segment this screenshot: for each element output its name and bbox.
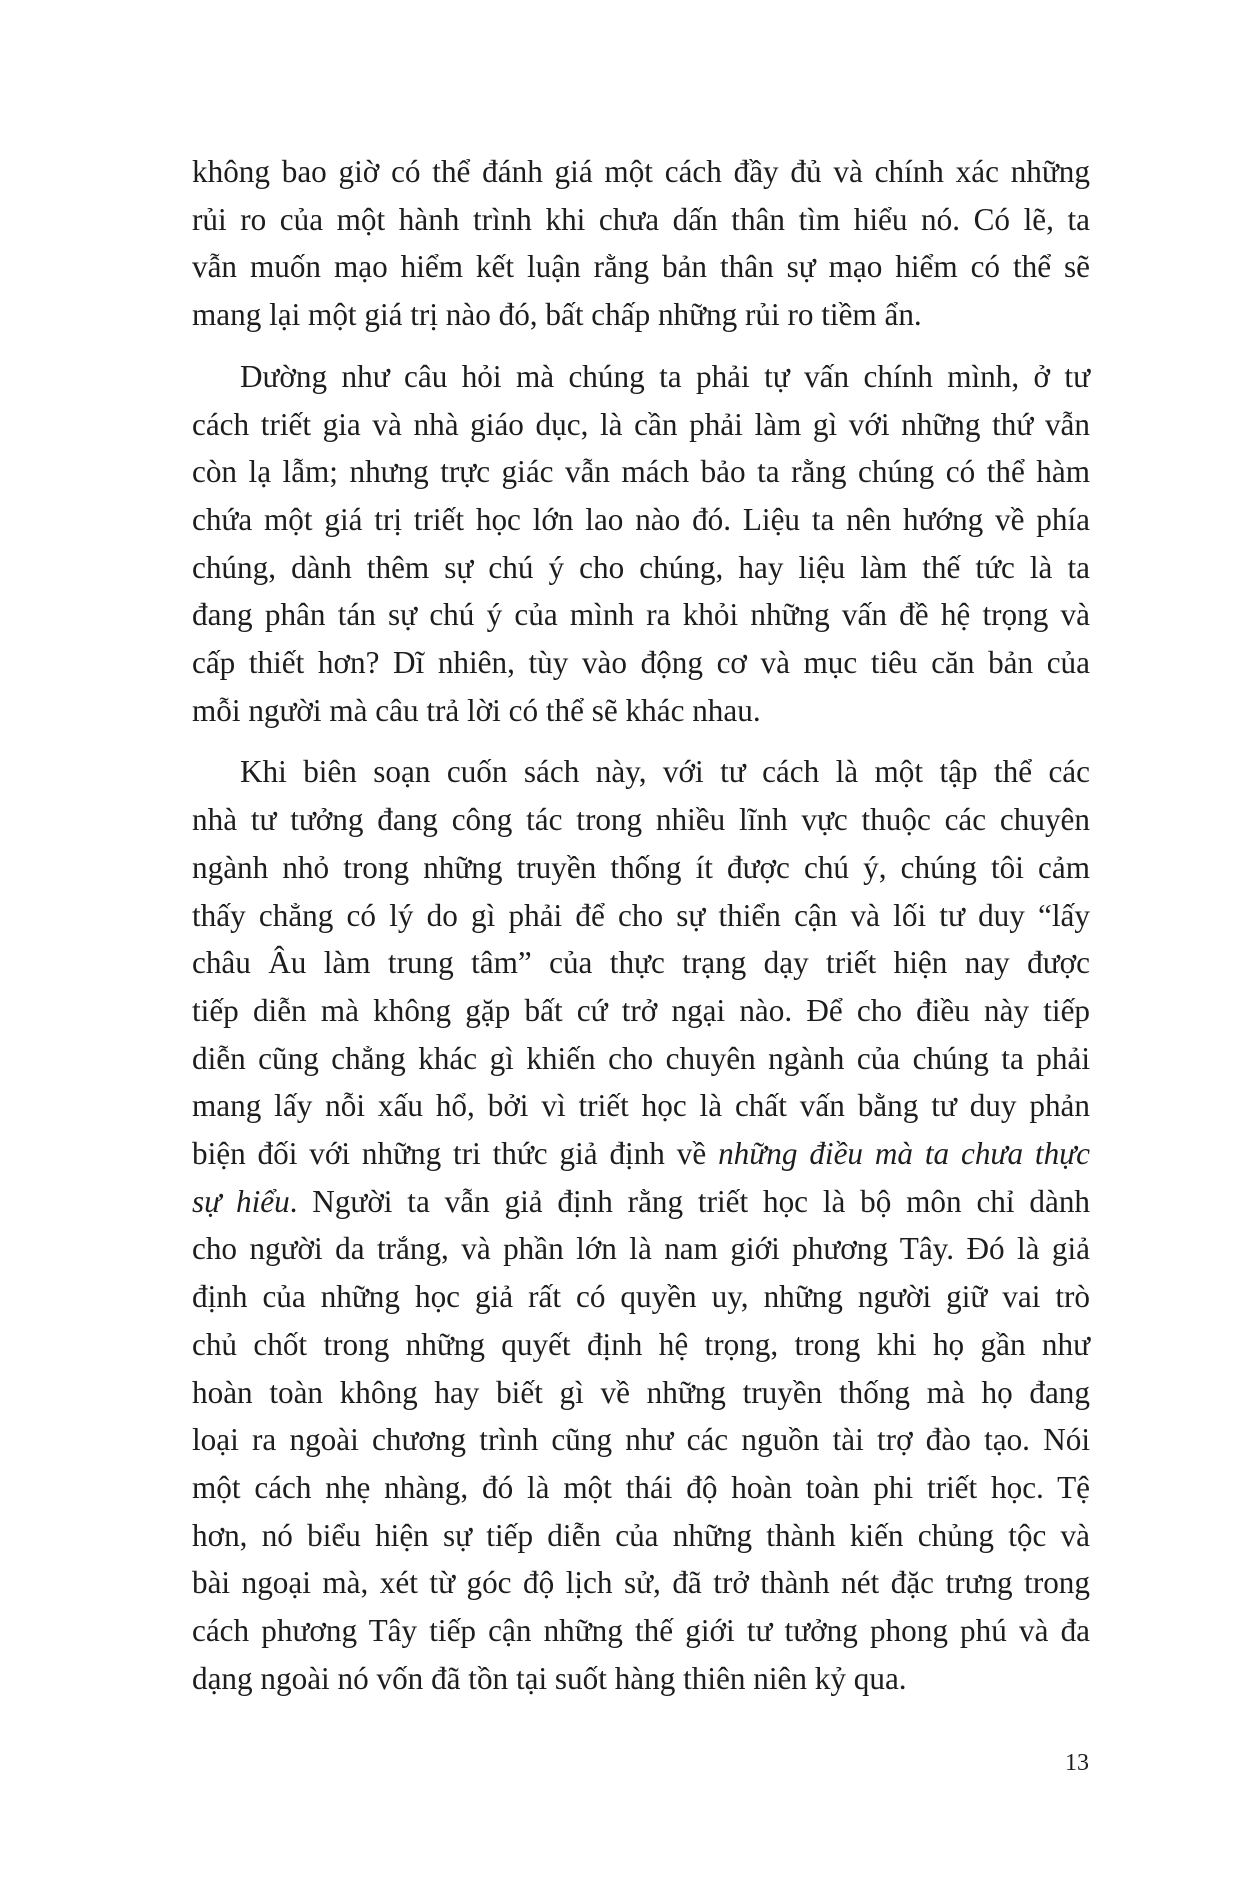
text-run: cách phương Tây tiếp cận những thế giới tư tưởng phong phú và đa — [192, 1613, 1090, 1649]
text-line — [192, 591, 1090, 639]
page-number: 13 — [1065, 1750, 1089, 1776]
text-line — [192, 687, 1090, 735]
text-run: thấy chẳng có lý do gì phải để cho sự thiển cận và lối tư duy “lấy — [192, 897, 1090, 933]
text-line — [192, 496, 1090, 544]
text-run: chứa một giá trị triết học lớn lao nào đó. Liệu ta nên hướng về phía — [192, 501, 1090, 537]
text-run: bài ngoại mà, xét từ góc độ lịch sử, đã trở thành nét đặc trưng trong — [192, 1565, 1090, 1601]
text-run: tiếp diễn mà không gặp bất cứ trở ngại nào. Để cho điều này tiếp — [192, 992, 1090, 1028]
text-run: mang lại một giá trị nào đó, bất chấp những rủi ro tiềm ẩn. — [192, 297, 922, 333]
italic-phrase: sự hiểu — [192, 1183, 290, 1219]
text-run: không bao giờ có thể đánh giá một cách đầy đủ và chính xác những — [192, 154, 1090, 189]
text-line — [192, 892, 1090, 940]
text-run: nhà tư tưởng đang công tác trong nhiều lĩnh vực thuộc các chuyên — [192, 802, 1090, 838]
text-run: dạng ngoài nó vốn đã tồn tại suốt hàng thiên niên kỷ qua. — [192, 1660, 907, 1696]
text-run: định của những học giả rất có quyền uy, những người giữ vai trò — [192, 1279, 1090, 1315]
body-text — [192, 148, 1090, 1703]
text-line — [192, 748, 1090, 796]
text-run: . Người ta vẫn giả định rằng triết học là bộ môn chỉ dành — [289, 1183, 1091, 1219]
paragraph — [192, 148, 1090, 339]
text-run: diễn cũng chẳng khác gì khiến cho chuyên ngành của chúng ta phải — [192, 1040, 1090, 1076]
paragraph — [192, 353, 1090, 735]
text-run: cho người da trắng, và phần lớn là nam giới phương Tây. Đó là giả — [192, 1231, 1090, 1267]
text-run: mỗi người mà câu trả lời có thể sẽ khác nhau. — [192, 692, 761, 728]
text-run: mang lấy nỗi xấu hổ, bởi vì triết học là chất vấn bằng tư duy phản — [192, 1088, 1090, 1124]
text-line — [192, 1273, 1090, 1321]
text-line — [192, 1035, 1090, 1083]
text-line — [192, 987, 1090, 1035]
text-line — [192, 148, 1090, 196]
text-line — [192, 1369, 1090, 1417]
text-line — [192, 353, 1090, 401]
text-run: cấp thiết hơn? Dĩ nhiên, tùy vào động cơ và mục tiêu căn bản của — [192, 645, 1090, 681]
text-line — [192, 544, 1090, 592]
text-line — [192, 1225, 1090, 1273]
text-line — [192, 1607, 1090, 1655]
text-line — [192, 1512, 1090, 1560]
text-line — [192, 1178, 1090, 1226]
text-line — [192, 401, 1090, 449]
text-run: biện đối với những tri thức giả định về — [192, 1136, 719, 1172]
text-run: châu Âu làm trung tâm” của thực trạng dạy triết hiện nay được — [192, 945, 1090, 981]
text-line — [192, 639, 1090, 687]
text-run: cách triết gia và nhà giáo dục, là cần phải làm gì với những thứ vẫn — [192, 406, 1090, 442]
paragraph — [192, 748, 1090, 1702]
text-line — [192, 796, 1090, 844]
text-line — [192, 1559, 1090, 1607]
text-run: Dường như câu hỏi mà chúng ta phải tự vấn chính mình, ở tư — [240, 358, 1090, 394]
text-run: vẫn muốn mạo hiểm kết luận rằng bản thân sự mạo hiểm có thể sẽ — [192, 249, 1090, 285]
text-line — [192, 1130, 1090, 1178]
italic-phrase: những điều mà ta chưa thực — [718, 1136, 1091, 1172]
text-line — [192, 1082, 1090, 1130]
text-run: còn lạ lẫm; nhưng trực giác vẫn mách bảo ta rằng chúng có thể hàm — [192, 454, 1090, 490]
text-run: chủ chốt trong những quyết định hệ trọng, trong khi họ gần như — [192, 1326, 1090, 1362]
text-run: đang phân tán sự chú ý của mình ra khỏi những vấn đề hệ trọng và — [192, 597, 1090, 633]
text-run: một cách nhẹ nhàng, đó là một thái độ hoàn toàn phi triết học. Tệ — [192, 1469, 1090, 1505]
text-run: hơn, nó biểu hiện sự tiếp diễn của những thành kiến chủng tộc và — [192, 1517, 1090, 1553]
text-line — [192, 448, 1090, 496]
text-line — [192, 844, 1090, 892]
text-line — [192, 196, 1090, 244]
text-line — [192, 1416, 1090, 1464]
text-run: ngành nhỏ trong những truyền thống ít được chú ý, chúng tôi cảm — [192, 849, 1090, 885]
text-run: Khi biên soạn cuốn sách này, với tư cách là một tập thể các — [240, 754, 1090, 790]
text-run: chúng, dành thêm sự chú ý cho chúng, hay liệu làm thế tức là ta — [192, 549, 1090, 585]
text-run: loại ra ngoài chương trình cũng như các nguồn tài trợ đào tạo. Nói — [192, 1422, 1090, 1458]
text-line — [192, 243, 1090, 291]
text-run: hoàn toàn không hay biết gì về những truyền thống mà họ đang — [192, 1374, 1090, 1410]
text-line — [192, 1464, 1090, 1512]
text-run: rủi ro của một hành trình khi chưa dấn thân tìm hiểu nó. Có lẽ, ta — [192, 201, 1090, 237]
text-line — [192, 939, 1090, 987]
text-line — [192, 1321, 1090, 1369]
text-line — [192, 1655, 1090, 1703]
text-line — [192, 291, 1090, 339]
